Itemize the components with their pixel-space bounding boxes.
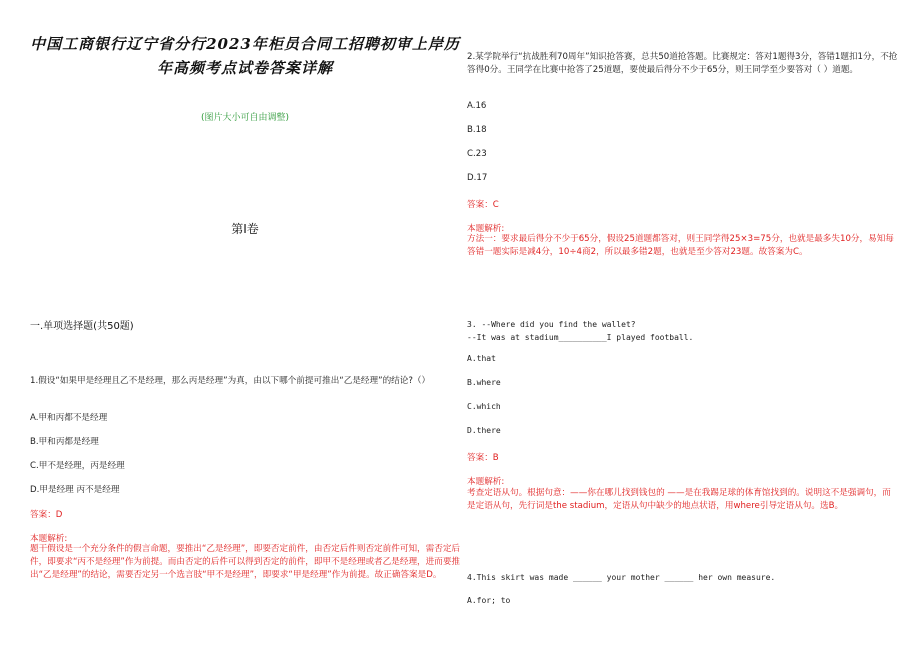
question-3-explanation: 考查定语从句。根据句意：——你在哪儿找到钱包的 ——是在我踢足球的体育馆找到的。说明这不是强调句，而是定语从句，先行词是the stadium，定语从句中缺少的地点状语，用where引导定语从句。选B。: [467, 488, 891, 511]
question-2-option-a: A.16: [467, 101, 487, 111]
question-4-option-a: A.for; to: [467, 596, 511, 605]
question-2-option-c: C.23: [467, 149, 487, 159]
question-1-explanation: 题干假设是一个充分条件的假言命题，要推出“乙是经理”，即要否定前件，由否定后件则否定前件可知，需否定后件，即要求“丙不是经理”作为前提。而由否定的后件可以得到否定的前件，即甲不是经理或者乙是经理，进而要推出“乙是经理”的结论，需要否定另一个选言肢“甲不是经理”，即要求“甲是经理”作为前提。故正确答案是D。: [30, 544, 461, 580]
question-2-explanation-title: 本题解析:: [467, 224, 505, 234]
question-3-option-c: C.which: [467, 402, 501, 411]
question-3-explanation-title: 本题解析:: [467, 477, 505, 487]
question-3-option-b: B.where: [467, 378, 501, 387]
image-size-note: (图片大小可自由调整): [200, 113, 290, 123]
question-3-stem-line-2: --It was at stadium__________I played football.: [467, 333, 694, 342]
question-2-option-d: D.17: [467, 173, 488, 183]
question-2-answer: 答案：C: [467, 200, 499, 210]
question-2-stem: 2.某学院举行“抗战胜利70周年”知识抢答赛，总共50道抢答题。比赛规定：答对1题得3分，答错1题扣1分，不抢答得0分。王同学在比赛中抢答了25道题，要使最后得分不少于65分，则王同学至少要答对（ ）道题。: [467, 52, 898, 75]
question-4-stem: 4.This skirt was made ______ your mother ______ her own measure.: [467, 573, 776, 582]
question-1-stem: 1.假设“如果甲是经理且乙不是经理，那么丙是经理”为真，由以下哪个前提可推出“乙是经理”的结论?（）: [30, 376, 431, 386]
question-3-option-a: A.that: [467, 354, 496, 363]
question-1-option-a: A.甲和丙都不是经理: [30, 413, 108, 423]
volume-heading: 第I卷: [231, 222, 259, 236]
question-2-explanation: 方法一：要求最后得分不少于65分，假设25道题都答对，则王同学得25×3=75分，也就是最多失10分，易知每答错一题实际是减4分，10÷4商2，所以最多错2题，也就是至少答对23题。故答案为C。: [467, 234, 894, 257]
question-1-answer: 答案：D: [30, 510, 63, 520]
question-1-explanation-title: 本题解析:: [30, 534, 68, 544]
question-1-option-d: D.甲是经理 丙不是经理: [30, 485, 120, 495]
document-title: 中国工商银行辽宁省分行2023年柜员合同工招聘初审上岸历年高频考点试卷答案详解: [30, 35, 460, 77]
question-3-stem-line-1: 3. --Where did you find the wallet?: [467, 320, 636, 329]
question-2-option-b: B.18: [467, 125, 487, 135]
section-heading: 一.单项选择题(共50题): [30, 321, 134, 332]
question-3-option-d: D.there: [467, 426, 501, 435]
question-3-answer: 答案：B: [467, 453, 499, 463]
question-1-option-c: C.甲不是经理，丙是经理: [30, 461, 125, 471]
question-1-option-b: B.甲和丙都是经理: [30, 437, 99, 447]
